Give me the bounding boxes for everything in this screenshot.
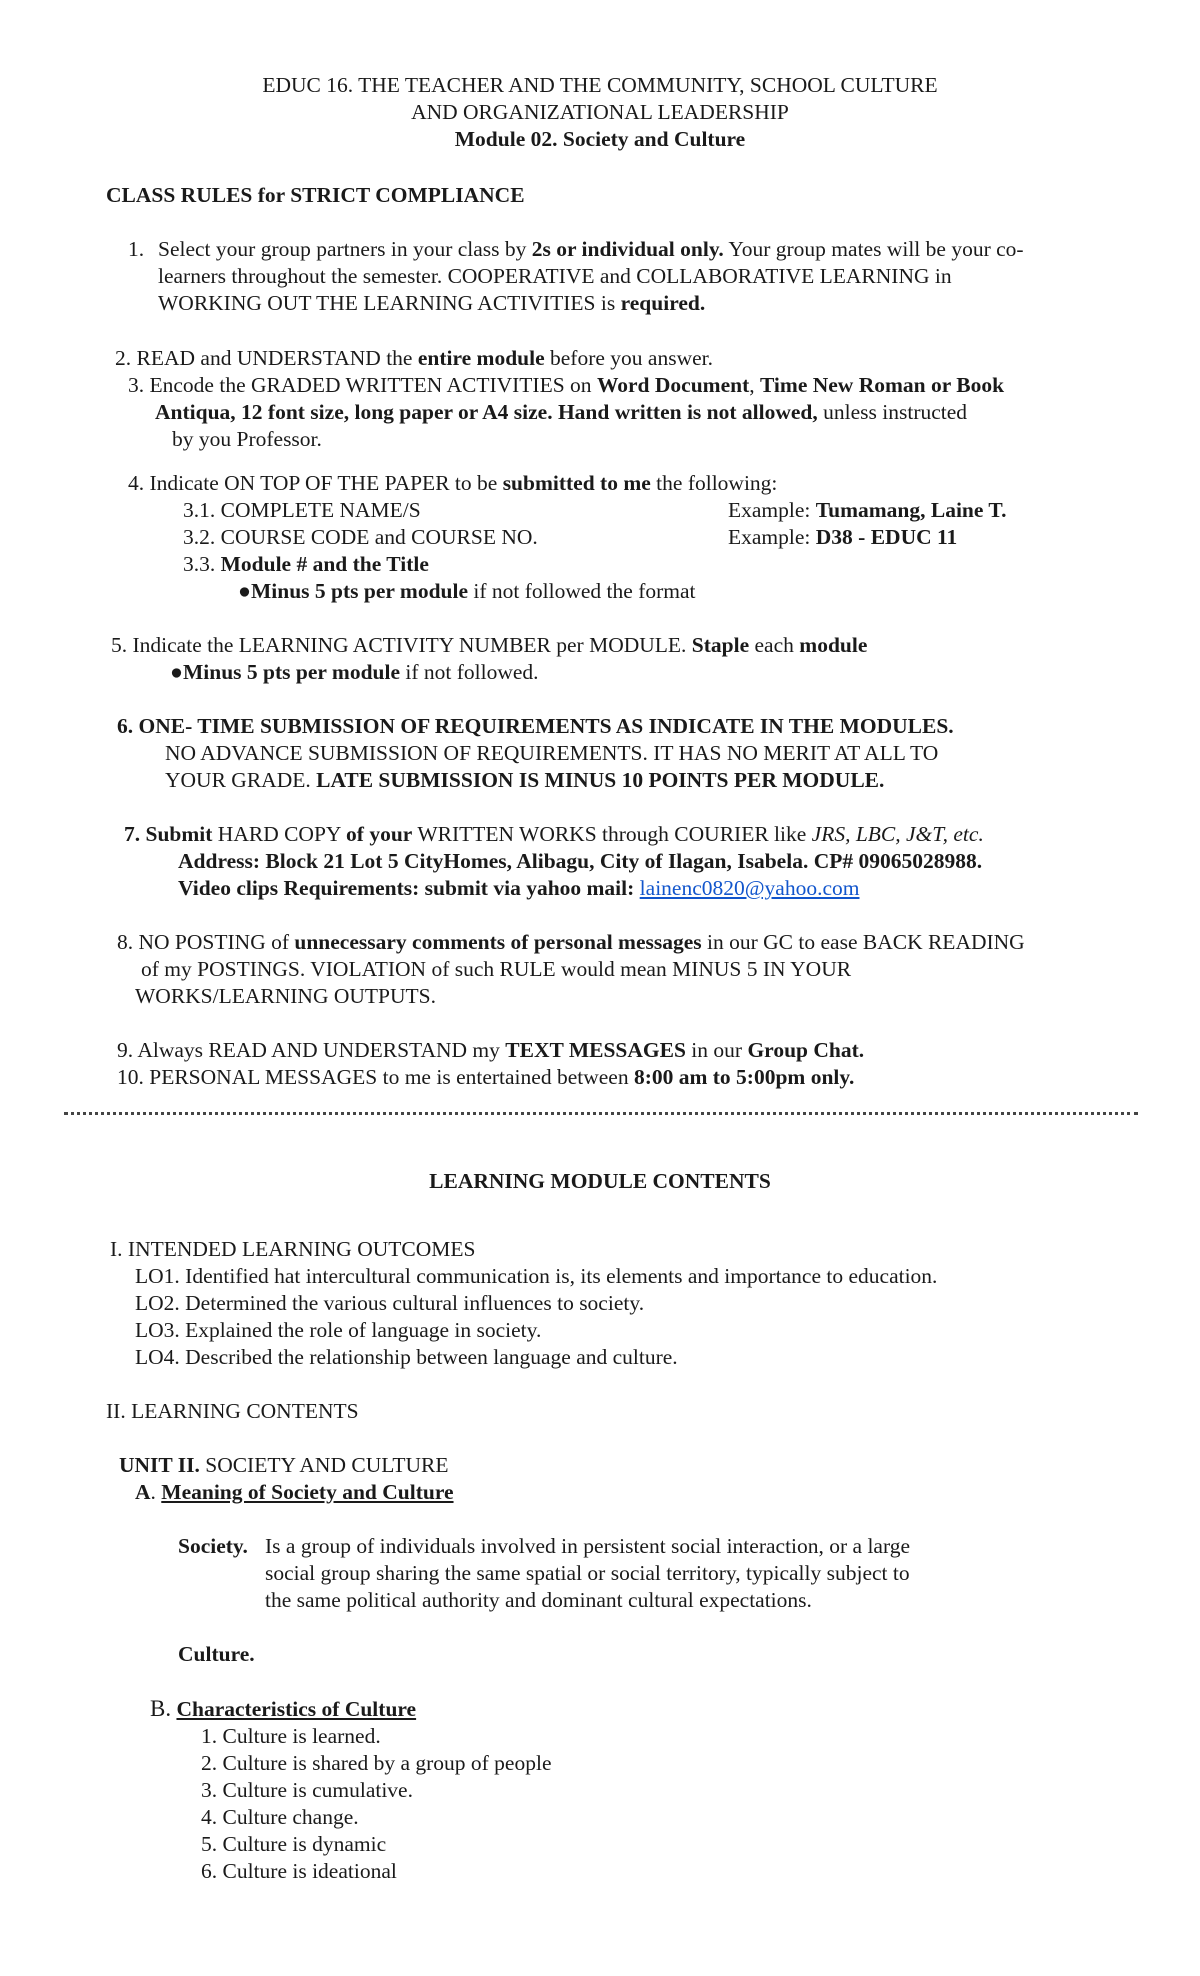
society-term xyxy=(178,1533,248,1559)
rule-3-unless: unless instructed xyxy=(817,400,968,424)
rule-2-text-c: before you answer. xyxy=(544,346,713,370)
lo-item: LO1. Identified hat intercultural communication is, its elements and importance to education. xyxy=(135,1264,938,1288)
list-item: 3. Culture is cumulative. xyxy=(201,1778,413,1802)
rule-3-font: Time New Roman or Book xyxy=(759,373,1005,397)
list-item: 2. Culture is shared by a group of people xyxy=(201,1751,552,1775)
rule-5-staple: Staple xyxy=(691,633,750,657)
contents-heading-text: LEARNING MODULE CONTENTS xyxy=(429,1169,771,1193)
rule-5-module: module xyxy=(799,633,868,657)
rule-5-text-a: 5. Indicate the LEARNING ACTIVITY NUMBER per MODULE. xyxy=(111,633,692,657)
rule-9-text-a: 9. Always READ AND UNDERSTAND my xyxy=(117,1038,506,1062)
rule-1-line3-text: WORKING OUT THE LEARNING ACTIVITIES is xyxy=(158,291,621,315)
rule-4-example-1-value: Tumamang, Laine T. xyxy=(815,498,1007,522)
rule-4-item-1: 3.1. COMPLETE NAME/S xyxy=(183,498,421,522)
rule-8-line2: of my POSTINGS. VIOLATION of such RULE would mean MINUS 5 IN YOUR xyxy=(141,957,852,981)
rule-3-format: Antiqua, 12 font size, long paper or A4 size. Hand written is not allowed, xyxy=(155,400,818,424)
rule-4-example-1 xyxy=(728,497,1007,523)
rule-5-line1 xyxy=(111,632,867,658)
culture-term-text: Culture. xyxy=(178,1642,255,1666)
rule-10-text-a: 10. PERSONAL MESSAGES to me is entertained between xyxy=(117,1065,634,1089)
rule-3-comma: , xyxy=(749,373,760,397)
rule-6-line3-text: YOUR GRADE. xyxy=(165,768,317,792)
rule-9 xyxy=(117,1037,864,1063)
email-link[interactable]: lainenc0820@yahoo.com xyxy=(639,876,860,900)
rule-7-line1 xyxy=(124,821,984,847)
section-divider xyxy=(64,1112,1138,1115)
rule-5-text-c: each xyxy=(749,633,800,657)
learning-contents-heading: II. LEARNING CONTENTS xyxy=(106,1399,359,1423)
rule-4-line1 xyxy=(128,470,777,496)
section-b-letter: B. xyxy=(150,1696,172,1721)
rule-9-text-messages: TEXT MESSAGES xyxy=(505,1038,686,1062)
rule-4-text-a: 4. Indicate ON TOP OF THE PAPER to be xyxy=(128,471,503,495)
lo-item: LO4. Described the relationship between language and culture. xyxy=(135,1345,678,1369)
rule-4-item-2: 3.2. COURSE CODE and COURSE NO. xyxy=(183,525,538,549)
rule-4-example-1-label: Example: xyxy=(728,498,816,522)
rule-7-video xyxy=(178,875,859,901)
rule-3-word-document: Word Document xyxy=(596,373,750,397)
course-title-line1: EDUC 16. THE TEACHER AND THE COMMUNITY, SCHOOL CULTURE xyxy=(262,73,938,97)
society-definition-line2: social group sharing the same spatial or social territory, typically subject to xyxy=(265,1561,910,1585)
module-title xyxy=(0,126,1200,152)
rule-7-hard-copy: HARD COPY xyxy=(212,822,347,846)
list-item: 5. Culture is dynamic xyxy=(201,1832,387,1856)
rule-8-line1 xyxy=(117,929,1025,955)
rule-2-text-a: 2. READ and UNDERSTAND the xyxy=(115,346,418,370)
rule-3-line3: by you Professor. xyxy=(172,427,322,451)
rule-7-video-text: Video clips Requirements: submit via yahoo mail: xyxy=(178,876,640,900)
rule-8-emphasis: unnecessary comments of personal messages xyxy=(294,930,702,954)
section-a-dot: . xyxy=(150,1480,162,1504)
list-item: 6. Culture is ideational xyxy=(201,1859,397,1883)
unit-number: UNIT II. xyxy=(119,1453,200,1477)
rule-7-address-text: Address: Block 21 Lot 5 CityHomes, Alibagu, City of Ilagan, Isabela. CP# 09065028988. xyxy=(178,849,983,873)
society-definition-line1: Is a group of individuals involved in persistent social interaction, or a large xyxy=(265,1534,911,1558)
rule-4-example-2 xyxy=(728,524,957,550)
rule-8-text-a: 8. NO POSTING of xyxy=(117,930,295,954)
rule-4-penalty xyxy=(238,578,696,604)
section-b-heading xyxy=(150,1696,416,1722)
rule-2-emphasis: entire module xyxy=(417,346,545,370)
rule-1-emphasis: 2s or individual only. xyxy=(531,237,724,261)
section-a-letter: A xyxy=(135,1480,151,1504)
rule-7-of-your: of your xyxy=(346,822,413,846)
rule-4-example-2-value: D38 - EDUC 11 xyxy=(815,525,958,549)
rules-heading xyxy=(106,182,525,208)
culture-term xyxy=(178,1641,255,1667)
rule-7-couriers: JRS, LBC, J&T, etc. xyxy=(811,822,984,846)
rule-6-line1-text: 6. ONE- TIME SUBMISSION OF REQUIREMENTS AS INDICATE IN THE MODULES. xyxy=(117,714,954,738)
rule-2 xyxy=(115,345,713,371)
ilo-heading: I. INTENDED LEARNING OUTCOMES xyxy=(110,1237,476,1261)
rule-1-text-a: Select your group partners in your class by xyxy=(158,237,532,261)
rule-3-line1 xyxy=(128,372,1004,398)
rule-4-text-c: the following: xyxy=(650,471,778,495)
rule-1-line1 xyxy=(158,236,1024,262)
rule-8-text-c: in our GC to ease BACK READING xyxy=(701,930,1025,954)
rule-4-example-2-label: Example: xyxy=(728,525,816,549)
rule-6-line3 xyxy=(165,767,884,793)
lo-item: LO2. Determined the various cultural influences to society. xyxy=(135,1291,645,1315)
rule-4-penalty-text: if not followed the format xyxy=(468,579,696,603)
rule-1-required: required. xyxy=(620,291,706,315)
rule-1-number: 1. xyxy=(128,237,145,261)
rule-3-line2 xyxy=(155,399,967,425)
rule-7-courier: WRITTEN WORKS through COURIER like xyxy=(412,822,812,846)
society-definition-line3: the same political authority and dominant cultural expectations. xyxy=(265,1588,812,1612)
lo-item: LO3. Explained the role of language in society. xyxy=(135,1318,542,1342)
rule-1-text-c: Your group mates will be your co- xyxy=(723,237,1024,261)
contents-heading xyxy=(0,1168,1200,1194)
rule-4-item-3-number: 3.3. xyxy=(183,552,221,576)
course-title-line2: AND ORGANIZATIONAL LEADERSHIP xyxy=(411,100,789,124)
unit-title: SOCIETY AND CULTURE xyxy=(199,1453,449,1477)
rules-heading-text: CLASS RULES for STRICT COMPLIANCE xyxy=(106,183,525,207)
module-title-text: Module 02. Society and Culture xyxy=(454,127,746,151)
rule-7-address xyxy=(178,848,982,874)
section-b-title: Characteristics of Culture xyxy=(176,1697,417,1721)
rule-4-item-3-label: Module # and the Title xyxy=(220,552,429,576)
rule-5-penalty xyxy=(170,659,539,685)
rule-5-penalty-bold: ●Minus 5 pts per module xyxy=(170,660,401,684)
section-a-heading xyxy=(135,1479,454,1505)
rule-4-item-3 xyxy=(183,551,429,577)
rule-5-penalty-text: if not followed. xyxy=(400,660,539,684)
list-item: 1. Culture is learned. xyxy=(201,1724,381,1748)
rule-9-text-c: in our xyxy=(685,1038,748,1062)
rule-7-submit: 7. Submit xyxy=(124,822,213,846)
list-item: 4. Culture change. xyxy=(201,1805,359,1829)
rule-9-group-chat: Group Chat. xyxy=(747,1038,865,1062)
society-term-text: Society. xyxy=(178,1534,248,1558)
rule-10-hours: 8:00 am to 5:00pm only. xyxy=(633,1065,855,1089)
rule-6-late: LATE SUBMISSION IS MINUS 10 POINTS PER MODULE. xyxy=(316,768,885,792)
rule-10 xyxy=(117,1064,854,1090)
rule-6-line1 xyxy=(117,713,954,739)
unit-heading xyxy=(119,1452,449,1478)
rule-1-line2: learners throughout the semester. COOPERATIVE and COLLABORATIVE LEARNING in xyxy=(158,264,952,288)
rule-8-line3: WORKS/LEARNING OUTPUTS. xyxy=(135,984,436,1008)
section-a-title: Meaning of Society and Culture xyxy=(161,1480,454,1504)
rule-6-line2: NO ADVANCE SUBMISSION OF REQUIREMENTS. IT HAS NO MERIT AT ALL TO xyxy=(165,741,939,765)
rule-3-text-a: 3. Encode the GRADED WRITTEN ACTIVITIES on xyxy=(128,373,597,397)
rule-1-line3 xyxy=(158,290,705,316)
rule-4-penalty-bold: ●Minus 5 pts per module xyxy=(238,579,469,603)
rule-4-emphasis: submitted to me xyxy=(502,471,651,495)
